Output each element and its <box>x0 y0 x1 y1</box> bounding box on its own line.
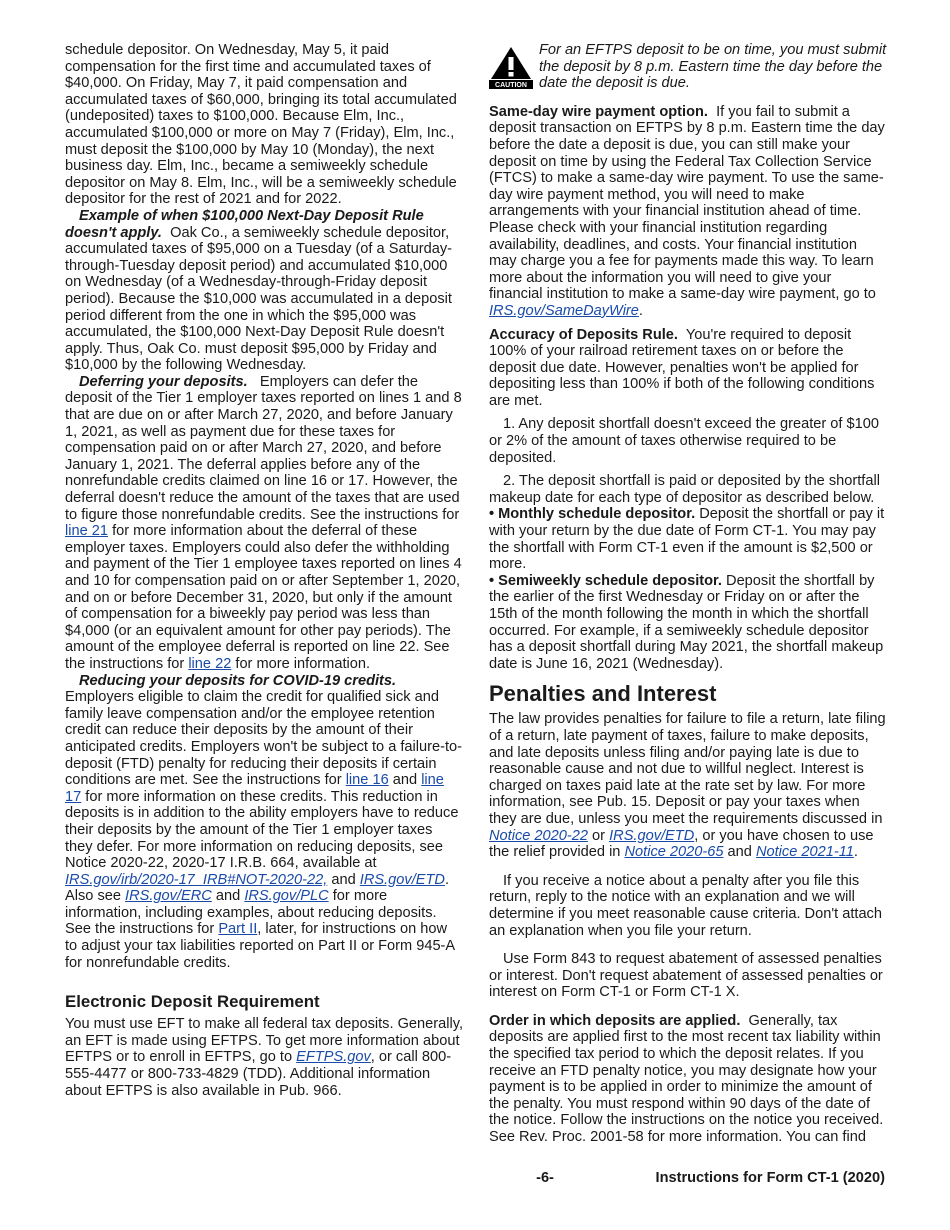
run-in-heading: Reducing your deposits for COVID-19 credits. <box>79 672 397 689</box>
run-in-heading: Deferring your deposits. <box>79 373 248 390</box>
run-in-heading: Order in which deposits are applied. <box>489 1012 741 1029</box>
paragraph-text: You must use EFT to make all federal tax deposits. Generally, an EFT is made using EFTPS. To get more information about EFTPS or to enroll in EFTPS, go to <box>65 1016 464 1066</box>
paragraph <box>65 1016 463 1099</box>
paragraph <box>489 1013 888 1146</box>
paragraph-text: or <box>592 827 606 844</box>
link-part-ii[interactable]: Part II <box>218 921 258 938</box>
paragraph-text: for more information about the deferral of these employer taxes. Employers could also defer the withholding and payment of the Tier 1 employee taxes reported on lines 4 and 10 for compensation paid on or after September 1, 2020, and on or before December 31, 2020, but only if the amount of compensation for a biweekly pay period was less than $4,000 (or an equivalent amount for other pay periods). The amount of the employee deferral is reported on line 22. See the instructions for <box>65 523 462 672</box>
link-irs-erc[interactable]: IRS.gov/ERC <box>125 888 212 905</box>
section-heading-electronic-deposit: Electronic Deposit Requirement <box>65 992 320 1012</box>
link-eftps[interactable]: EFTPS.gov <box>296 1049 371 1066</box>
paragraph <box>489 711 888 860</box>
paragraph <box>65 208 463 374</box>
paragraph-text: and <box>215 888 241 905</box>
paragraph <box>489 327 888 410</box>
link-line-22[interactable]: line 22 <box>188 655 232 672</box>
link-line-17[interactable]: line 17 <box>65 772 444 805</box>
section-heading-penalties: Penalties and Interest <box>489 681 717 707</box>
run-in-heading: Semiweekly schedule depositor. <box>498 572 722 589</box>
right-column <box>489 42 888 1146</box>
paragraph <box>65 673 463 972</box>
paragraph-text: Deposit the shortfall by the earlier of the first Wednesday or Friday on or after the 15th of the month following the month in which the shortfall occurred. For example, if a semiweekly schedule depositor has a deposit shortfall during May 2021, the shortfall makeup date is June 16, 2021 (Wednesday). <box>489 572 884 672</box>
bullet-item <box>489 573 888 673</box>
paragraph-text: and <box>727 844 752 861</box>
caution-icon <box>489 45 533 89</box>
link-irs-plc[interactable]: IRS.gov/PLC <box>244 888 329 905</box>
paragraph-text: Oak Co., a semiweekly schedule depositor, accumulated taxes of $95,000 on a Tuesday (of a Saturday-through-Tuesday deposit period) and accumulated $10,000 on Wednesday (of a Wednesday-through-Friday deposit period). Because the $10,000 was accumulated in a deposit period different from the one in which the $95,000 was accumulated, the $100,000 Next-Day Deposit Rule doesn't apply. Thus, Oak Co. must deposit $95,000 by Friday and $10,000 by the following Wednesday. <box>65 224 452 374</box>
paragraph-text: . <box>853 844 858 861</box>
paragraph <box>65 374 463 673</box>
link-notice-2020-65[interactable]: Notice 2020-65 <box>624 844 724 861</box>
run-in-heading: Example of when $100,000 Next-Day Deposit Rule doesn't apply. <box>65 207 424 241</box>
link-irb-notice[interactable]: IRS.gov/irb/2020-17_IRB#NOT-2020-22, <box>65 871 328 888</box>
paragraph-text: and <box>392 772 418 789</box>
page-footer <box>65 1170 885 1188</box>
link-notice-2021-11[interactable]: Notice 2021-11 <box>755 844 854 861</box>
bullet-item <box>489 506 888 572</box>
caution-note <box>489 42 888 92</box>
caution-label: CAUTION <box>495 82 527 89</box>
paragraph: schedule depositor. On Wednesday, May 5, it paid compensation for the first time and accumulated taxes of $40,000. On Friday, May 7, it paid compensation and accumulated taxes of $60,000, bringing its total accumulated (undeposited) taxes to $100,000. Because Elm, Inc., accumulated $100,000 or more on May 7 (Friday), Elm, Inc., must deposit the $100,000 by May 10 (Monday), the next business day. Elm, Inc., became a semiweekly schedule depositor on May 8. Elm, Inc., will be a semiweekly schedule depositor for the rest of 2021 and for 2022. <box>65 42 457 208</box>
paragraph-text: and <box>331 871 356 888</box>
paragraph-text: If you fail to submit a deposit transaction on EFTPS by 8 p.m. Eastern time the day before the date a deposit is due, you can still make your deposit on time by using the Federal Tax Collection Service (FTCS) to make a same-day wire payment. To use the same-day wire payment method, you will need to make arrangements with your financial institution ahead of time. Please check with your financial institution regarding availability, deadlines, and costs. Your financial institution may charge you a fee for payments made this way. To learn more about the information you will need to give your financial institution to make a same-day wire payment, go to <box>489 103 885 303</box>
paragraph: Use Form 843 to request abatement of assessed penalties or interest. Don't request abatement of assessed penalties or interest on Form CT-1 or Form CT-1 X. <box>489 951 883 1001</box>
link-irs-etd[interactable]: IRS.gov/ETD <box>609 827 695 844</box>
paragraph-text: for more information on these credits. This reduction in deposits is in addition to the ability employers have to reduce their deposits by the amount of the Tier 1 employer taxes they defer. For more information on reducing deposits, see Notice 2020-22, 2020-17 I.R.B. 664, available at <box>65 788 459 872</box>
paragraph-text: Employers can defer the deposit of the Tier 1 employer taxes reported on lines 1 and 8 that are due on or after March 27, 2020, and before January 1, 2021, as well as payment due for these taxes for compensation paid on or after March 27, 2020, and before January 1, 2021. The deferral applies before any of the nonrefundable credits claimed on line 16 or 17. However, the deferral doesn't reduce the amount of the taxes that are used to figure those nonrefundable credits. See the instructions for <box>65 373 462 523</box>
paragraph: If you receive a notice about a penalty after you file this return, reply to the notice with an explanation and we will determine if you meet reasonable cause criteria. Don't attach an explanation when you file your return. <box>489 872 882 939</box>
paragraph <box>489 104 888 320</box>
paragraph-text: Employers eligible to claim the credit for qualified sick and family leave compensation and/or the employee retention credit can reduce their deposits by the amount of their anticipated credits. Employers won't be subject to a failure-to-deposit (FTD) penalty for reducing their deposits if certain conditions are met. See the instructions for <box>65 689 463 789</box>
list-item: 1. Any deposit shortfall doesn't exceed the greater of $100 or 2% of the amount of taxes otherwise required to be deposited. <box>489 416 879 466</box>
link-line-16[interactable]: line 16 <box>345 772 389 789</box>
left-column <box>65 42 463 1099</box>
paragraph-text: You're required to deposit 100% of your railroad retirement taxes on or before the deposit due date. However, penalties won't be applied for depositing less than 100% if both of the following conditions are met. <box>489 326 875 409</box>
paragraph-text: The law provides penalties for failure to file a return, late filing of a return, late payment of taxes, failure to make deposits, and late deposits unless filing and/or paying late is due to reasonable cause and not due to willful neglect. Interest is charged on taxes paid late at the rate set by law. For more information, see Pub. 15. Deposit or pay your taxes when they are due, unless you meet the requirements discussed in <box>489 711 886 827</box>
list-item: 2. The deposit shortfall is paid or deposited by the shortfall makeup date for each type of depositor as described below. <box>489 473 880 506</box>
document-title: Instructions for Form CT-1 (2020) <box>655 1170 885 1186</box>
paragraph-text: Generally, tax deposits are applied first to the most recent tax liability within the specified tax period to which the deposit relates. If you receive an FTD penalty notice, you may designate how your payment is to be applied in order to minimize the amount of the penalty. You must respond within 90 days of the date of the notice. Follow the instructions on the notice you received. See Rev. Proc. 2001-58 for more information. You can find <box>489 1012 884 1146</box>
link-line-21[interactable]: line 21 <box>65 523 109 540</box>
paragraph-text: . Also see <box>65 871 449 905</box>
paragraph-text: Deposit the shortfall or pay it with your return by the due date of Form CT-1. You may pay the shortfall with Form CT-1 even if the amount is $2,500 or more. <box>489 506 885 573</box>
caution-text: For an EFTPS deposit to be on time, you must submit the deposit by 8 p.m. Eastern time the day before the date the deposit is due. <box>539 42 887 92</box>
paragraph-text: , later, for instructions on how to adjust your tax liabilities reported on Part II or Form 945-A for nonrefundable credits. <box>65 921 455 971</box>
run-in-heading: Same-day wire payment option. <box>489 103 708 120</box>
link-same-day-wire[interactable]: IRS.gov/SameDayWire <box>489 302 639 319</box>
paragraph-text: . <box>638 302 643 319</box>
link-notice-2020-22[interactable]: Notice 2020-22 <box>489 827 588 844</box>
run-in-heading: Monthly schedule depositor. <box>498 506 696 523</box>
paragraph-text: for more information, including examples, about reducing deposits. See the instructions for <box>65 888 437 938</box>
paragraph-text: for more information. <box>235 655 371 672</box>
paragraph-text: , or call 800-555-4477 or 800-733-4829 (TDD). Additional information about EFTPS is also available in Pub. 966. <box>65 1049 452 1099</box>
link-irs-etd[interactable]: IRS.gov/ETD <box>359 871 445 888</box>
run-in-heading: Accuracy of Deposits Rule. <box>489 326 678 343</box>
page-number: -6- <box>536 1170 554 1186</box>
paragraph-text: , or you have chosen to use the relief provided in <box>489 827 874 861</box>
